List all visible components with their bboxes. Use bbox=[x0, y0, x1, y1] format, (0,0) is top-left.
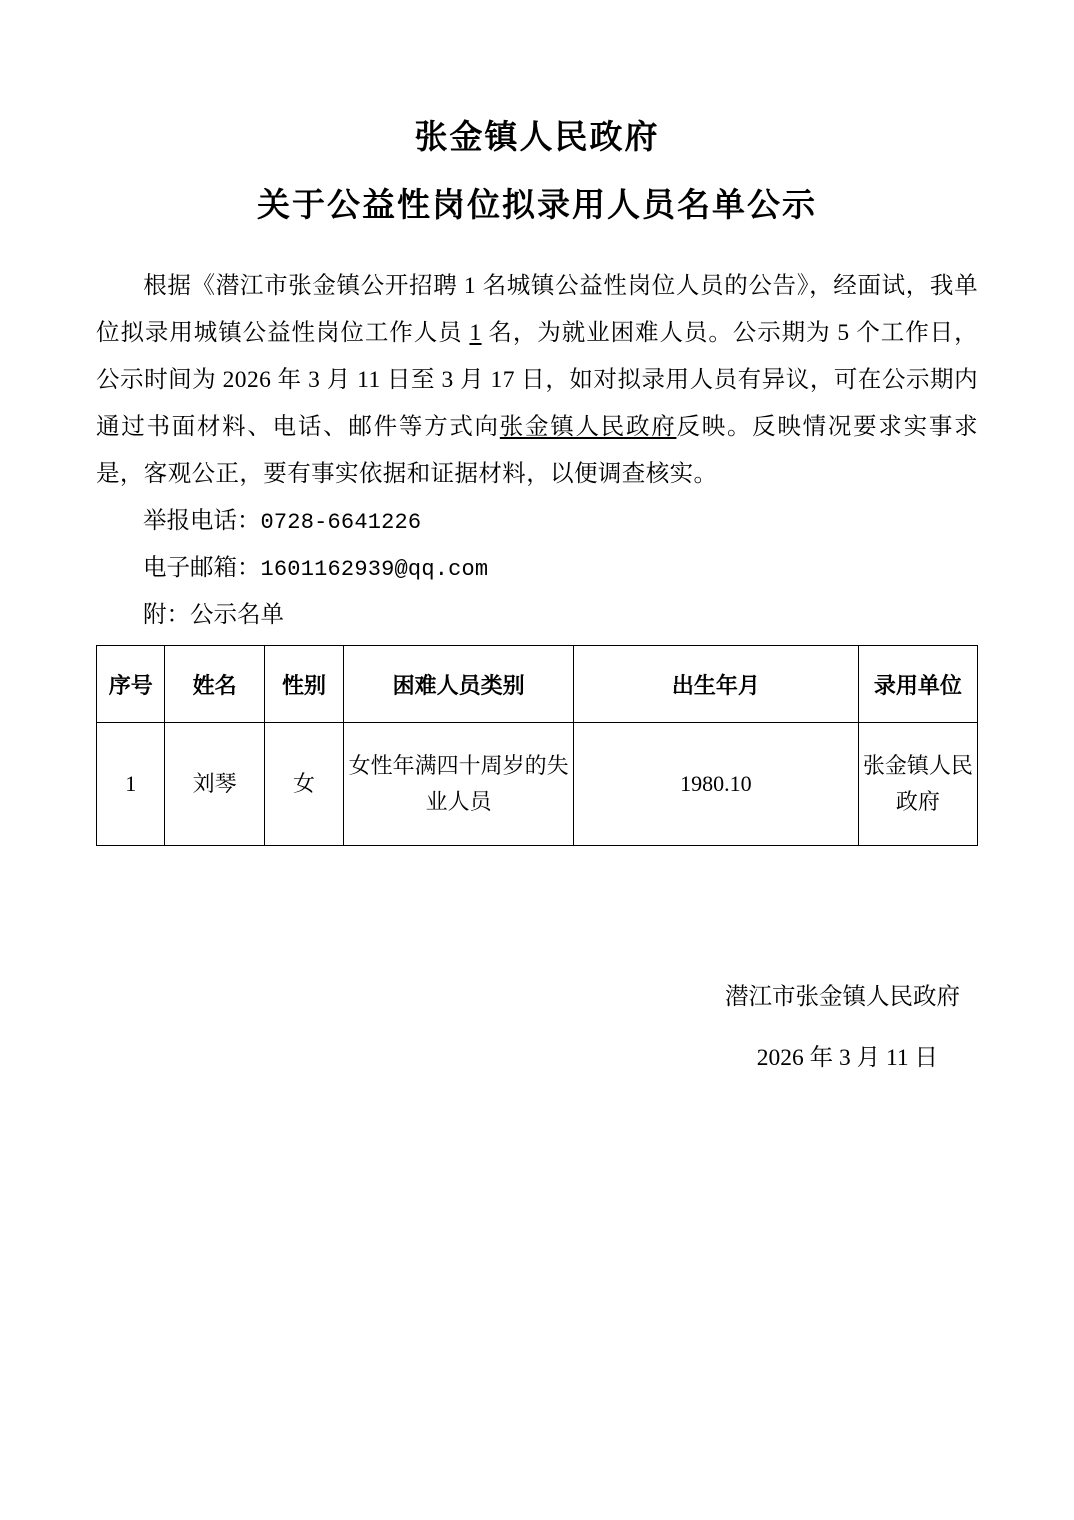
column-header-category: 困难人员类别 bbox=[344, 646, 574, 723]
cell-gender: 女 bbox=[264, 723, 343, 846]
column-header-birth: 出生年月 bbox=[573, 646, 858, 723]
paragraph-underline-org: 张金镇人民政府 bbox=[499, 414, 677, 440]
report-phone-label: 举报电话： bbox=[143, 508, 261, 534]
column-header-index: 序号 bbox=[97, 646, 165, 723]
column-header-gender: 性别 bbox=[264, 646, 343, 723]
roster-table bbox=[96, 645, 978, 846]
email-label: 电子邮箱： bbox=[143, 555, 261, 581]
email-value: 1601162939@qq.com bbox=[260, 557, 489, 582]
paragraph-segment-2: 名，为就业困难人员。公示期为 5 个工作日，公示时间为 2026 年 3 月 11 日至 3 月 17 日，如对拟录用人员有异议，可在公示期内通过书面材料、电话、邮件等方式向 bbox=[96, 320, 978, 440]
signature-organization: 潜江市张金镇人民政府 bbox=[725, 984, 960, 1010]
main-paragraph bbox=[96, 263, 978, 498]
cell-index: 1 bbox=[97, 723, 165, 846]
cell-name: 刘琴 bbox=[165, 723, 264, 846]
cell-category: 女性年满四十周岁的失业人员 bbox=[344, 723, 574, 846]
document-title-block bbox=[96, 112, 978, 229]
page-title-line-2: 关于公益性岗位拟录用人员名单公示 bbox=[257, 185, 817, 223]
email-line bbox=[96, 545, 978, 592]
table-row bbox=[97, 723, 978, 846]
report-phone-value: 0728-6641226 bbox=[260, 510, 422, 535]
column-header-name: 姓名 bbox=[165, 646, 264, 723]
paragraph-segment-3: 反映。反映情况要求实事求是，客观公正，要有事实依据和证据材料，以便调查核实。 bbox=[96, 414, 978, 487]
page-title-line-1: 张金镇人民政府 bbox=[414, 118, 660, 155]
paragraph-underline-count: 1 bbox=[469, 320, 482, 346]
signature-date: 2026 年 3 月 11 日 bbox=[756, 1045, 938, 1071]
table-header-row bbox=[97, 646, 978, 723]
cell-unit: 张金镇人民政府 bbox=[858, 723, 977, 846]
column-header-unit: 录用单位 bbox=[858, 646, 977, 723]
report-phone-line bbox=[96, 498, 978, 545]
signature-block bbox=[96, 974, 978, 1082]
attachment-label: 附：公示名单 bbox=[143, 602, 284, 628]
paragraph-segment-1: 根据《潜江市张金镇公开招聘 1 名城镇公益性岗位人员的公告》，经面试，我单位拟录用城镇公益性岗位工作人员 bbox=[96, 273, 978, 346]
cell-birth: 1980.10 bbox=[573, 723, 858, 846]
